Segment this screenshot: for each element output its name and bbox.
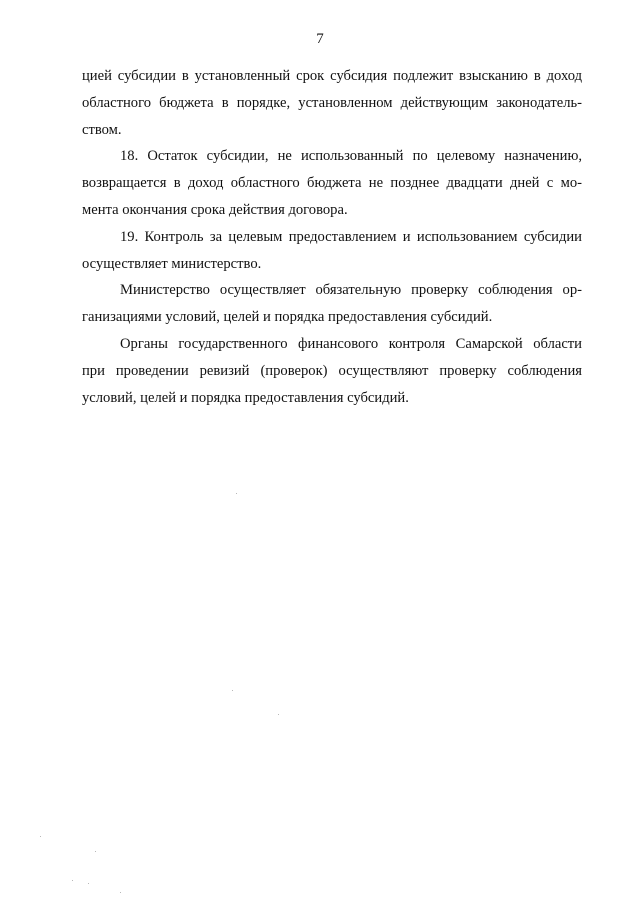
page-number: 7 <box>316 31 324 47</box>
text-line: осуществляет министерство. <box>82 255 262 272</box>
text-line: Органы государственного финансового контроля Самарской области <box>120 335 582 352</box>
text-line: ганизациями условий, целей и порядка предоставления субсидий. <box>82 309 493 326</box>
text-line: Министерство осуществляет обязательную проверку соблюдения ор- <box>120 282 582 299</box>
text-line: возвращается в доход областного бюджета не позднее двадцати дней с мо- <box>82 175 582 192</box>
document-body <box>82 63 582 411</box>
text-line: мента окончания срока действия договора. <box>82 201 348 218</box>
text-line: ством. <box>82 121 122 138</box>
paragraph-item-19 <box>82 224 582 278</box>
scan-speck <box>40 836 41 837</box>
text-line: при проведении ревизий (проверок) осуществляют проверку соблюдения <box>82 362 582 379</box>
paragraph-financial-control <box>82 331 582 411</box>
scan-speck <box>278 714 279 715</box>
text-line: цией субсидии в установленный срок субсидия подлежит взысканию в доход <box>82 68 582 84</box>
text-line: областного бюджета в порядке, установленном действующим законодатель- <box>82 94 582 111</box>
scan-speck <box>236 493 237 494</box>
paragraph-continuation <box>82 63 582 143</box>
scan-speck <box>120 892 121 893</box>
scan-speck <box>88 883 89 884</box>
text-line: 19. Контроль за целевым предоставлением и использованием субсидии <box>120 228 582 245</box>
scan-speck <box>95 851 96 852</box>
text-line: условий, целей и порядка предоставления субсидий. <box>82 389 409 406</box>
paragraph-ministry-check <box>82 277 582 331</box>
paragraph-item-18 <box>82 143 582 223</box>
scan-speck <box>232 690 233 691</box>
scan-speck <box>72 880 73 881</box>
text-line: 18. Остаток субсидии, не использованный по целевому назначению, <box>120 148 582 165</box>
